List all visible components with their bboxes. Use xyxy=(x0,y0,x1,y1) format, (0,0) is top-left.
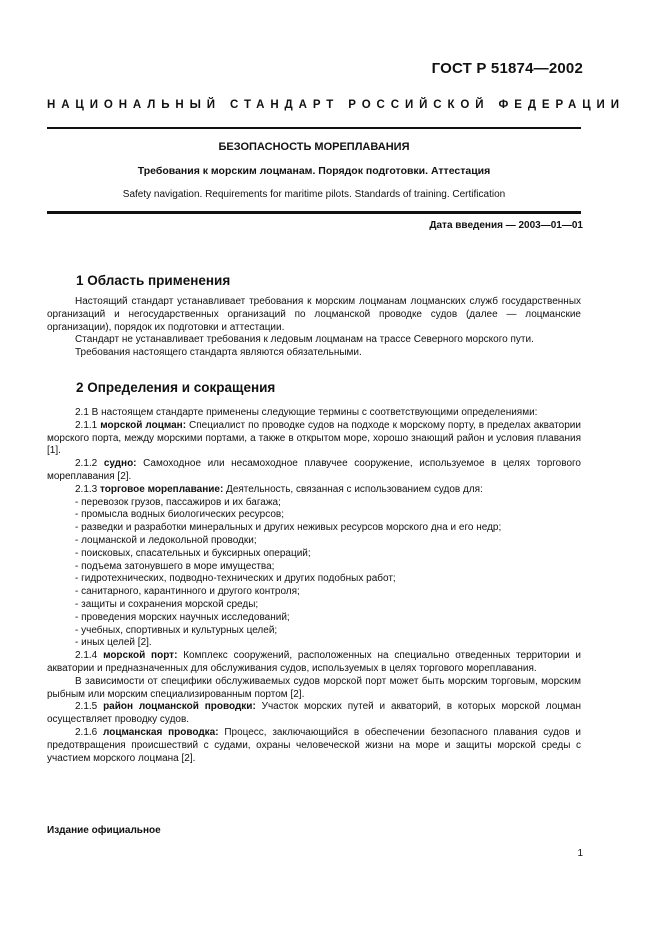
list-item: - гидротехнических, подводно-технических и других подобных работ; xyxy=(75,573,396,585)
bottom-divider xyxy=(47,211,581,214)
paragraph: Настоящий стандарт устанавливает требования к морским лоцманам лоцманских служб государственных организаций и негосударственных организаций по лоцманской проводке судов (далее — лоцманские организации), порядок их подготовки и аттестации. xyxy=(47,296,581,333)
definition-2-1-3 xyxy=(47,484,581,497)
section-1-heading: 1 Область применения xyxy=(76,273,231,288)
standard-code: ГОСТ Р 51874—2002 xyxy=(431,60,583,77)
section-2-body xyxy=(47,407,581,765)
shipping-activities-list xyxy=(47,497,581,651)
top-divider xyxy=(47,127,581,129)
paragraph: Требования настоящего стандарта являются обязательными. xyxy=(75,347,362,359)
list-item: - лоцманской и ледокольной проводки; xyxy=(75,534,257,546)
definition-2-1-4 xyxy=(47,650,581,676)
document-title: БЕЗОПАСНОСТЬ МОРЕПЛАВАНИЯ xyxy=(218,141,410,153)
list-item: - защиты и сохранения морской среды; xyxy=(75,598,259,610)
official-edition-label: Издание официальное xyxy=(47,825,161,836)
definition-2-1-6 xyxy=(47,727,581,765)
english-title: Safety navigation. Requirements for maritime pilots. Standards of training. Certification xyxy=(122,189,506,200)
definition-2-1-2 xyxy=(47,458,581,484)
introduction-date: Дата введения — 2003—01—01 xyxy=(429,220,583,231)
section-1-body xyxy=(47,296,581,360)
paragraph: Стандарт не устанавливает требования к ледовым лоцманам на трассе Северного морского пути. xyxy=(75,334,534,346)
definition-number: 2.1.6 xyxy=(75,726,103,738)
definition-text: Специалист по проводке судов на подходе к морскому порту, в пределах акватории морского порта, между морскими портами, а также в открытом море, хорошо знающий район и условия плавания [1]. xyxy=(47,419,581,457)
list-item: - подъема затонувшего в море имущества; xyxy=(75,560,275,572)
document-subtitle: Требования к морским лоцманам. Порядок подготовки. Аттестация xyxy=(137,165,491,177)
definition-2-1-5 xyxy=(47,701,581,727)
list-item: - поисковых, спасательных и буксирных операций; xyxy=(75,547,311,559)
definition-number: 2.1.5 xyxy=(75,701,104,713)
section-2-heading: 2 Определения и сокращения xyxy=(76,380,276,395)
list-item: - разведки и разработки минеральных и других неживых ресурсов морского дна и его недр; xyxy=(75,522,502,534)
definition-text: Процесс, заключающийся в обеспечении безопасного плавания судов и предотвращения происшествий с судами, охраны человеческой жизни на море и защиты морской среды с участием морского лоцмана [2]. xyxy=(47,726,581,764)
definition-2-1-1 xyxy=(47,420,581,458)
paragraph: 2.1 В настоящем стандарте применены следующие термины с соответствующими определениями: xyxy=(75,407,538,418)
list-item: - учебных, спортивных и культурных целей; xyxy=(75,624,278,636)
definition-text: Комплекс сооружений, расположенных на специально отведенных территории и акватории и предназначенных для обслуживания судов, используемых в целях торгового мореплавания. xyxy=(47,650,581,674)
definition-number: 2.1.1 xyxy=(75,419,101,431)
definition-text: Самоходное или несамоходное плавучее сооружение, используемое в целях торгового мореплавания [2]. xyxy=(47,458,581,482)
definition-term: морской лоцман: xyxy=(100,419,187,431)
definition-number: 2.1.2 xyxy=(75,458,104,470)
list-item: - санитарного, карантинного и другого контроля; xyxy=(75,586,300,598)
national-standard-banner: НАЦИОНАЛЬНЫЙ СТАНДАРТ РОССИЙСКОЙ ФЕДЕРАЦИИ xyxy=(47,99,625,111)
definition-term: торговое мореплавание: xyxy=(100,483,224,495)
definition-text: Участок морских путей и акваторий, в которых морской лоцман осуществляет проводку судов. xyxy=(47,701,581,726)
list-item: - проведения морских научных исследований; xyxy=(75,611,290,623)
definition-term: лоцманская проводка: xyxy=(103,726,219,738)
list-item: - перевозок грузов, пассажиров и их багажа; xyxy=(75,496,281,508)
definition-term: судно: xyxy=(103,458,137,470)
definition-term: морской порт: xyxy=(103,650,178,662)
definition-number: 2.1.4 xyxy=(75,650,104,662)
page-number: 1 xyxy=(577,848,583,859)
list-item: - промысла водных биологических ресурсов; xyxy=(75,509,284,521)
list-item: - иных целей [2]. xyxy=(75,637,152,649)
definition-term: район лоцманской проводки: xyxy=(103,701,256,713)
definition-number: 2.1.3 xyxy=(75,483,101,495)
definition-text: Деятельность, связанная с использованием судов для: xyxy=(223,483,483,495)
paragraph: В зависимости от специфики обслуживаемых судов морской порт может быть морским торговым, морским рыбным или морским специализированным портом [2]. xyxy=(47,675,581,700)
